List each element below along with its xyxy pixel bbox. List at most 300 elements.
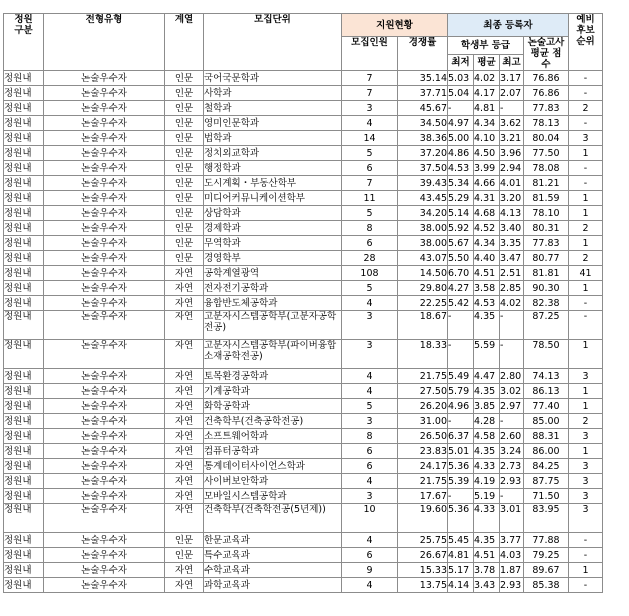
field-cell: 자연 — [165, 266, 204, 281]
recruit-count-cell: 11 — [342, 191, 398, 206]
grade-avg-cell: 5.59 — [474, 340, 500, 369]
grade-avg-cell: 4.35 — [474, 533, 500, 548]
table-row — [4, 399, 603, 414]
essay-score-cell: 87.25 — [524, 311, 569, 340]
reserve-rank-cell: 3 — [569, 474, 603, 489]
department-cell: 융합반도체공학과 — [204, 296, 342, 311]
admission-type-cell: 논술우수자 — [44, 563, 165, 578]
field-cell: 인문 — [165, 146, 204, 161]
grade-avg-cell: 4.40 — [474, 251, 500, 266]
table-row — [4, 116, 603, 131]
field-cell: 자연 — [165, 563, 204, 578]
header-grade-min: 최저 — [448, 55, 474, 71]
admission-type-cell: 논술우수자 — [44, 548, 165, 563]
essay-score-cell: 86.13 — [524, 384, 569, 399]
reserve-rank-cell: 2 — [569, 101, 603, 116]
recruit-count-cell: 7 — [342, 176, 398, 191]
field-cell: 자연 — [165, 296, 204, 311]
reserve-rank-cell: 1 — [569, 384, 603, 399]
field-cell: 인문 — [165, 116, 204, 131]
grade-min-cell: 5.45 — [448, 533, 474, 548]
field-cell: 자연 — [165, 311, 204, 340]
reserve-rank-cell: 1 — [569, 281, 603, 296]
grade-min-cell: - — [448, 340, 474, 369]
grade-max-cell: 2.73 — [500, 459, 524, 474]
quota-type-cell: 정원내 — [4, 489, 44, 504]
reserve-rank-cell: 1 — [569, 146, 603, 161]
reserve-rank-cell: - — [569, 311, 603, 340]
competition-rate-cell: 26.20 — [398, 399, 448, 414]
grade-max-cell: 3.96 — [500, 146, 524, 161]
department-cell: 소프트웨어학과 — [204, 429, 342, 444]
department-cell: 사이버보안학과 — [204, 474, 342, 489]
grade-max-cell: 4.03 — [500, 548, 524, 563]
grade-min-cell: 4.14 — [448, 578, 474, 593]
header-quota-type: 정원 구분 — [4, 14, 44, 71]
field-cell: 자연 — [165, 474, 204, 489]
essay-score-cell: 81.59 — [524, 191, 569, 206]
field-cell: 인문 — [165, 176, 204, 191]
admission-type-cell: 논술우수자 — [44, 489, 165, 504]
admission-type-cell: 논술우수자 — [44, 578, 165, 593]
field-cell: 자연 — [165, 399, 204, 414]
header-school-grade: 학생부 등급 — [448, 37, 524, 55]
competition-rate-cell: 31.00 — [398, 414, 448, 429]
grade-max-cell: 2.60 — [500, 429, 524, 444]
essay-score-cell: 90.30 — [524, 281, 569, 296]
grade-min-cell: 5.29 — [448, 191, 474, 206]
field-cell: 자연 — [165, 504, 204, 533]
quota-type-cell: 정원내 — [4, 161, 44, 176]
table-row — [4, 489, 603, 504]
reserve-rank-cell: - — [569, 533, 603, 548]
reserve-rank-cell: - — [569, 578, 603, 593]
quota-type-cell: 정원내 — [4, 414, 44, 429]
competition-rate-cell: 14.50 — [398, 266, 448, 281]
quota-type-cell: 정원내 — [4, 548, 44, 563]
admission-type-cell: 논술우수자 — [44, 384, 165, 399]
grade-avg-cell: 3.99 — [474, 161, 500, 176]
grade-avg-cell: 4.58 — [474, 429, 500, 444]
grade-avg-cell: 4.31 — [474, 191, 500, 206]
department-cell: 공학계열광역 — [204, 266, 342, 281]
grade-max-cell: 3.62 — [500, 116, 524, 131]
field-cell: 인문 — [165, 251, 204, 266]
grade-max-cell: 3.20 — [500, 191, 524, 206]
competition-rate-cell: 21.75 — [398, 369, 448, 384]
department-cell: 미디어커뮤니케이션학부 — [204, 191, 342, 206]
table-row — [4, 251, 603, 266]
admission-type-cell: 논술우수자 — [44, 296, 165, 311]
table-row — [4, 206, 603, 221]
table-row — [4, 444, 603, 459]
grade-max-cell: 3.47 — [500, 251, 524, 266]
quota-type-cell: 정원내 — [4, 563, 44, 578]
competition-rate-cell: 37.50 — [398, 161, 448, 176]
quota-type-cell: 정원내 — [4, 429, 44, 444]
department-cell: 무역학과 — [204, 236, 342, 251]
competition-rate-cell: 25.75 — [398, 533, 448, 548]
table-row — [4, 296, 603, 311]
table-row — [4, 176, 603, 191]
field-cell: 자연 — [165, 578, 204, 593]
competition-rate-cell: 35.14 — [398, 71, 448, 86]
quota-type-cell: 정원내 — [4, 266, 44, 281]
quota-type-cell: 정원내 — [4, 533, 44, 548]
grade-avg-cell: 4.66 — [474, 176, 500, 191]
grade-min-cell: 5.50 — [448, 251, 474, 266]
reserve-rank-cell: 1 — [569, 191, 603, 206]
grade-avg-cell: 4.33 — [474, 504, 500, 533]
competition-rate-cell: 34.50 — [398, 116, 448, 131]
essay-score-cell: 78.08 — [524, 161, 569, 176]
department-cell: 법학과 — [204, 131, 342, 146]
grade-avg-cell: 4.35 — [474, 384, 500, 399]
field-cell: 인문 — [165, 191, 204, 206]
recruit-count-cell: 8 — [342, 429, 398, 444]
quota-type-cell: 정원내 — [4, 504, 44, 533]
grade-min-cell: 5.36 — [448, 504, 474, 533]
grade-min-cell: 5.79 — [448, 384, 474, 399]
essay-score-cell: 81.81 — [524, 266, 569, 281]
grade-avg-cell: 5.19 — [474, 489, 500, 504]
recruit-count-cell: 9 — [342, 563, 398, 578]
competition-rate-cell: 24.17 — [398, 459, 448, 474]
table-row — [4, 146, 603, 161]
admission-type-cell: 논술우수자 — [44, 459, 165, 474]
grade-min-cell: 5.67 — [448, 236, 474, 251]
field-cell: 자연 — [165, 414, 204, 429]
department-cell: 행정학과 — [204, 161, 342, 176]
table-row — [4, 504, 603, 533]
admission-type-cell: 논술우수자 — [44, 161, 165, 176]
header-essay-score: 논술고사 평균 점 수 — [524, 37, 569, 71]
reserve-rank-cell: 1 — [569, 444, 603, 459]
header-reserve-rank: 예비 후보 순위 — [569, 14, 603, 71]
admission-type-cell: 논술우수자 — [44, 101, 165, 116]
essay-score-cell: 78.10 — [524, 206, 569, 221]
competition-rate-cell: 27.50 — [398, 384, 448, 399]
table-row — [4, 311, 603, 340]
essay-score-cell: 82.38 — [524, 296, 569, 311]
department-cell: 기계공학과 — [204, 384, 342, 399]
recruit-count-cell: 4 — [342, 474, 398, 489]
grade-max-cell: 3.17 — [500, 71, 524, 86]
admission-type-cell: 논술우수자 — [44, 86, 165, 101]
grade-min-cell: 5.39 — [448, 474, 474, 489]
admission-type-cell: 논술우수자 — [44, 71, 165, 86]
grade-avg-cell: 3.43 — [474, 578, 500, 593]
quota-type-cell: 정원내 — [4, 101, 44, 116]
reserve-rank-cell: - — [569, 161, 603, 176]
competition-rate-cell: 38.00 — [398, 221, 448, 236]
table-row — [4, 474, 603, 489]
grade-max-cell: 3.40 — [500, 221, 524, 236]
essay-score-cell: 86.00 — [524, 444, 569, 459]
field-cell: 자연 — [165, 444, 204, 459]
field-cell: 자연 — [165, 369, 204, 384]
reserve-rank-cell: 1 — [569, 340, 603, 369]
admission-type-cell: 논술우수자 — [44, 504, 165, 533]
quota-type-cell: 정원내 — [4, 399, 44, 414]
competition-rate-cell: 15.33 — [398, 563, 448, 578]
recruit-count-cell: 6 — [342, 236, 398, 251]
grade-min-cell: 5.34 — [448, 176, 474, 191]
grade-min-cell: 5.49 — [448, 369, 474, 384]
grade-min-cell: 5.42 — [448, 296, 474, 311]
department-cell: 과학교육과 — [204, 578, 342, 593]
grade-avg-cell: 4.53 — [474, 296, 500, 311]
quota-type-cell: 정원내 — [4, 221, 44, 236]
table-row — [4, 86, 603, 101]
grade-avg-cell: 4.02 — [474, 71, 500, 86]
admission-type-cell: 논술우수자 — [44, 236, 165, 251]
header-recruit-count: 모집인원 — [342, 37, 398, 71]
reserve-rank-cell: - — [569, 176, 603, 191]
grade-min-cell: 5.36 — [448, 459, 474, 474]
grade-max-cell: 2.97 — [500, 399, 524, 414]
table-row — [4, 281, 603, 296]
table-row — [4, 266, 603, 281]
grade-min-cell: 4.27 — [448, 281, 474, 296]
table-row — [4, 369, 603, 384]
table-row — [4, 384, 603, 399]
department-cell: 모바일시스템공학과 — [204, 489, 342, 504]
department-cell: 고분자시스템공학부(파이버융합소재공학전공) — [204, 340, 342, 369]
quota-type-cell: 정원내 — [4, 176, 44, 191]
admission-type-cell: 논술우수자 — [44, 399, 165, 414]
reserve-rank-cell: - — [569, 71, 603, 86]
essay-score-cell: 80.31 — [524, 221, 569, 236]
department-cell: 경영학부 — [204, 251, 342, 266]
table-row — [4, 71, 603, 86]
table-row — [4, 340, 603, 369]
reserve-rank-cell: - — [569, 548, 603, 563]
field-cell: 인문 — [165, 131, 204, 146]
quota-type-cell: 정원내 — [4, 116, 44, 131]
field-cell: 인문 — [165, 236, 204, 251]
essay-score-cell: 81.21 — [524, 176, 569, 191]
field-cell: 인문 — [165, 101, 204, 116]
grade-min-cell: 6.70 — [448, 266, 474, 281]
recruit-count-cell: 6 — [342, 548, 398, 563]
admission-type-cell: 논술우수자 — [44, 116, 165, 131]
grade-max-cell: - — [500, 340, 524, 369]
quota-type-cell: 정원내 — [4, 131, 44, 146]
department-cell: 영미인문학과 — [204, 116, 342, 131]
table-row — [4, 221, 603, 236]
quota-type-cell: 정원내 — [4, 236, 44, 251]
grade-min-cell: - — [448, 489, 474, 504]
quota-type-cell: 정원내 — [4, 459, 44, 474]
grade-max-cell: 2.94 — [500, 161, 524, 176]
essay-score-cell: 74.13 — [524, 369, 569, 384]
competition-rate-cell: 21.75 — [398, 474, 448, 489]
recruit-count-cell: 6 — [342, 444, 398, 459]
grade-max-cell: - — [500, 414, 524, 429]
field-cell: 인문 — [165, 548, 204, 563]
competition-rate-cell: 26.50 — [398, 429, 448, 444]
grade-max-cell: - — [500, 311, 524, 340]
grade-max-cell: 3.21 — [500, 131, 524, 146]
grade-min-cell: 4.96 — [448, 399, 474, 414]
department-cell: 수학교육과 — [204, 563, 342, 578]
recruit-count-cell: 4 — [342, 369, 398, 384]
department-cell: 건축학부(건축공학전공) — [204, 414, 342, 429]
quota-type-cell: 정원내 — [4, 86, 44, 101]
recruit-count-cell: 3 — [342, 340, 398, 369]
essay-score-cell: 80.77 — [524, 251, 569, 266]
competition-rate-cell: 38.36 — [398, 131, 448, 146]
reserve-rank-cell: - — [569, 86, 603, 101]
table-row — [4, 533, 603, 548]
grade-avg-cell: 3.85 — [474, 399, 500, 414]
grade-max-cell: - — [500, 101, 524, 116]
grade-max-cell: - — [500, 489, 524, 504]
competition-rate-cell: 38.00 — [398, 236, 448, 251]
quota-type-cell: 정원내 — [4, 578, 44, 593]
reserve-rank-cell: - — [569, 296, 603, 311]
essay-score-cell: 77.40 — [524, 399, 569, 414]
table-row — [4, 459, 603, 474]
department-cell: 건축학부(건축학전공(5년제)) — [204, 504, 342, 533]
essay-score-cell: 85.00 — [524, 414, 569, 429]
table-row — [4, 414, 603, 429]
grade-min-cell: 4.53 — [448, 161, 474, 176]
grade-min-cell: 4.81 — [448, 548, 474, 563]
competition-rate-cell: 37.71 — [398, 86, 448, 101]
admission-type-cell: 논술우수자 — [44, 340, 165, 369]
grade-max-cell: 3.01 — [500, 504, 524, 533]
reserve-rank-cell: 1 — [569, 236, 603, 251]
essay-score-cell: 84.25 — [524, 459, 569, 474]
essay-score-cell: 76.86 — [524, 71, 569, 86]
table-row — [4, 578, 603, 593]
department-cell: 한문교육과 — [204, 533, 342, 548]
quota-type-cell: 정원내 — [4, 191, 44, 206]
table-row — [4, 548, 603, 563]
essay-score-cell: 71.50 — [524, 489, 569, 504]
competition-rate-cell: 43.07 — [398, 251, 448, 266]
field-cell: 자연 — [165, 459, 204, 474]
essay-score-cell: 77.50 — [524, 146, 569, 161]
reserve-rank-cell: - — [569, 116, 603, 131]
quota-type-cell: 정원내 — [4, 384, 44, 399]
essay-score-cell: 79.25 — [524, 548, 569, 563]
competition-rate-cell: 45.67 — [398, 101, 448, 116]
department-cell: 국어국문학과 — [204, 71, 342, 86]
essay-score-cell: 77.83 — [524, 101, 569, 116]
admission-type-cell: 논술우수자 — [44, 191, 165, 206]
recruit-count-cell: 4 — [342, 384, 398, 399]
header-grade-max: 최고 — [500, 55, 524, 71]
field-cell: 자연 — [165, 340, 204, 369]
grade-min-cell: - — [448, 101, 474, 116]
grade-avg-cell: 4.35 — [474, 444, 500, 459]
department-cell: 전자전기공학과 — [204, 281, 342, 296]
grade-max-cell: 1.87 — [500, 563, 524, 578]
department-cell: 상담학과 — [204, 206, 342, 221]
grade-max-cell: 3.02 — [500, 384, 524, 399]
grade-avg-cell: 4.51 — [474, 266, 500, 281]
field-cell: 인문 — [165, 206, 204, 221]
recruit-count-cell: 3 — [342, 414, 398, 429]
field-cell: 자연 — [165, 384, 204, 399]
header-final-registrants: 최종 등록자 — [448, 14, 569, 37]
header-admission-type: 전형유형 — [44, 14, 165, 71]
reserve-rank-cell: 3 — [569, 131, 603, 146]
recruit-count-cell: 3 — [342, 101, 398, 116]
essay-score-cell: 87.75 — [524, 474, 569, 489]
recruit-count-cell: 5 — [342, 399, 398, 414]
field-cell: 자연 — [165, 281, 204, 296]
recruit-count-cell: 108 — [342, 266, 398, 281]
table-row — [4, 131, 603, 146]
recruit-count-cell: 28 — [342, 251, 398, 266]
department-cell: 고분자시스템공학부(고분자공학전공) — [204, 311, 342, 340]
department-cell: 도시계획・부동산학부 — [204, 176, 342, 191]
grade-min-cell: 4.97 — [448, 116, 474, 131]
recruit-count-cell: 6 — [342, 459, 398, 474]
grade-min-cell: 5.17 — [448, 563, 474, 578]
grade-avg-cell: 4.68 — [474, 206, 500, 221]
recruit-count-cell: 5 — [342, 206, 398, 221]
admission-type-cell: 논술우수자 — [44, 429, 165, 444]
reserve-rank-cell: 3 — [569, 489, 603, 504]
recruit-count-cell: 14 — [342, 131, 398, 146]
essay-score-cell: 78.50 — [524, 340, 569, 369]
admission-type-cell: 논술우수자 — [44, 131, 165, 146]
reserve-rank-cell: 3 — [569, 429, 603, 444]
table-row — [4, 161, 603, 176]
recruit-count-cell: 7 — [342, 71, 398, 86]
reserve-rank-cell: 1 — [569, 399, 603, 414]
header-department: 모집단위 — [204, 14, 342, 71]
recruit-count-cell: 3 — [342, 489, 398, 504]
grade-avg-cell: 4.51 — [474, 548, 500, 563]
grade-min-cell: - — [448, 311, 474, 340]
reserve-rank-cell: 2 — [569, 221, 603, 236]
reserve-rank-cell: 1 — [569, 206, 603, 221]
recruit-count-cell: 5 — [342, 146, 398, 161]
admission-type-cell: 논술우수자 — [44, 369, 165, 384]
reserve-rank-cell: 3 — [569, 369, 603, 384]
department-cell: 특수교육과 — [204, 548, 342, 563]
grade-avg-cell: 4.35 — [474, 311, 500, 340]
quota-type-cell: 정원내 — [4, 444, 44, 459]
grade-max-cell: 2.85 — [500, 281, 524, 296]
header-competition-rate: 경쟁률 — [398, 37, 448, 71]
reserve-rank-cell: 2 — [569, 251, 603, 266]
quota-type-cell: 정원내 — [4, 281, 44, 296]
department-cell: 정치외교학과 — [204, 146, 342, 161]
competition-rate-cell: 22.25 — [398, 296, 448, 311]
grade-min-cell: 5.03 — [448, 71, 474, 86]
grade-min-cell: - — [448, 414, 474, 429]
quota-type-cell: 정원내 — [4, 206, 44, 221]
recruit-count-cell: 8 — [342, 221, 398, 236]
department-cell: 경제학과 — [204, 221, 342, 236]
admission-type-cell: 논술우수자 — [44, 266, 165, 281]
recruit-count-cell: 5 — [342, 281, 398, 296]
competition-rate-cell: 18.67 — [398, 311, 448, 340]
essay-score-cell: 88.31 — [524, 429, 569, 444]
grade-avg-cell: 4.47 — [474, 369, 500, 384]
field-cell: 자연 — [165, 489, 204, 504]
table-row — [4, 191, 603, 206]
department-cell: 화학공학과 — [204, 399, 342, 414]
quota-type-cell: 정원내 — [4, 311, 44, 340]
